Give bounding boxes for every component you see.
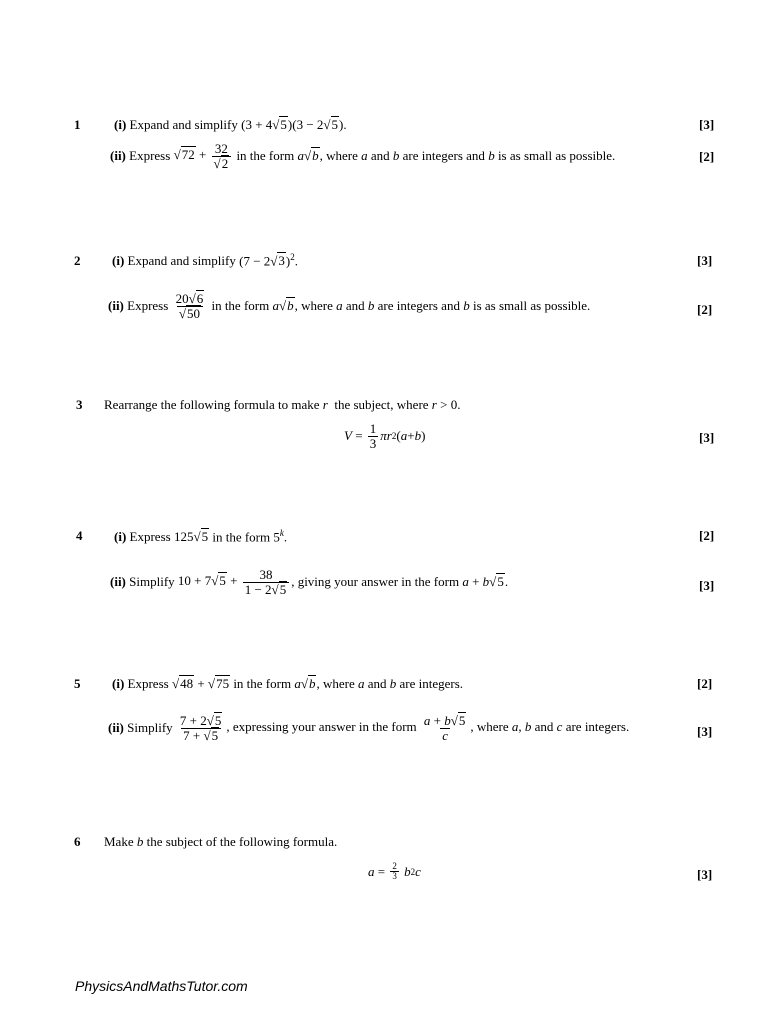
question-4-part-i — [114, 528, 287, 545]
question-1-part-ii — [110, 142, 615, 170]
question-6-text: Make b the subject of the following formula. — [104, 834, 338, 849]
part-text: Expand and simplify — [127, 252, 236, 268]
question-number: 3 — [76, 397, 83, 412]
question-6-formula: a = $\frac{2}{3}$ b 2 c — [368, 861, 421, 882]
question-3-text: Rearrange the following formula to make r the subject, where r > 0. — [104, 397, 461, 412]
part-label: (i) — [114, 528, 127, 544]
part-text-tail: in the form a√b, where a and b are integers and b is as small as possible. — [211, 298, 591, 314]
math-expression: √48 + √75 — [171, 676, 230, 691]
footer-site-name: PhysicsAndMathsTutor.com — [75, 978, 248, 994]
part-label: (ii) — [110, 148, 126, 164]
part-text-tail: , giving your answer in the form a + b√5. — [291, 574, 509, 590]
question-number: 6 — [74, 834, 81, 849]
marks-badge: [2] — [697, 302, 713, 317]
question-3-formula: V = $\frac{1}{3}$ πr 2 ( a + b ) — [344, 421, 426, 451]
question-number: 2 — [74, 253, 81, 268]
part-label: (ii) — [108, 298, 124, 314]
part-text-tail: in the form a√b, where a and b are integers. — [233, 676, 464, 691]
math-expression: √72 + $\frac{32}{√2}$ — [174, 142, 234, 170]
part-text: Simplify — [127, 720, 173, 736]
math-expression: 10 + 7√5 + $\frac{38}{1 - 2√5}$ — [178, 568, 291, 596]
question-number: 1 — [74, 117, 81, 132]
marks-badge: [2] — [699, 528, 715, 543]
math-expression: (3 + 4√5)(3 − 2√5). — [241, 117, 347, 132]
part-text: Express — [127, 676, 169, 691]
part-text-tail: , expressing your answer in the form $\frac{a + b√5}{c}$ , where a, b and c are integers. — [226, 713, 630, 743]
question-2-part-i — [112, 252, 298, 269]
question-4-part-ii — [110, 568, 508, 596]
part-text-tail: in the form a√b, where a and b are integers and b is as small as possible. — [236, 148, 616, 164]
marks-badge: [3] — [697, 724, 713, 739]
part-label: (i) — [114, 117, 127, 132]
marks-badge: [3] — [699, 430, 715, 445]
question-number: 4 — [76, 528, 83, 543]
marks-badge: [2] — [699, 149, 715, 164]
part-text: Simplify — [129, 574, 175, 590]
question-5-part-ii — [108, 714, 629, 742]
part-text: Expand and simplify — [129, 117, 238, 132]
part-text: Express — [129, 528, 171, 544]
part-label: (ii) — [110, 574, 126, 590]
math-expression: $\frac{20√6}{√50}$ — [175, 291, 204, 321]
part-label: (ii) — [108, 720, 124, 736]
part-text-tail: in the form 5$^k$. — [212, 528, 288, 545]
math-expression: $(7 - 2√3)^2$. — [239, 252, 298, 269]
marks-badge: [3] — [697, 253, 713, 268]
part-text: Express — [127, 298, 169, 314]
marks-badge: [3] — [699, 117, 715, 132]
question-5-part-i — [112, 676, 463, 692]
question-1-part-i — [114, 117, 347, 133]
question-number: 5 — [74, 676, 81, 691]
question-2-part-ii — [108, 292, 590, 320]
marks-badge: [3] — [699, 578, 715, 593]
marks-badge: [3] — [697, 867, 713, 882]
part-label: (i) — [112, 252, 125, 268]
marks-badge: [2] — [697, 676, 713, 691]
part-label: (i) — [112, 676, 125, 691]
math-expression: $\frac{7 + 2√5}{7 + √5}$ — [179, 713, 222, 743]
part-text: Express — [129, 148, 171, 164]
math-expression: 125√5 — [173, 528, 209, 544]
